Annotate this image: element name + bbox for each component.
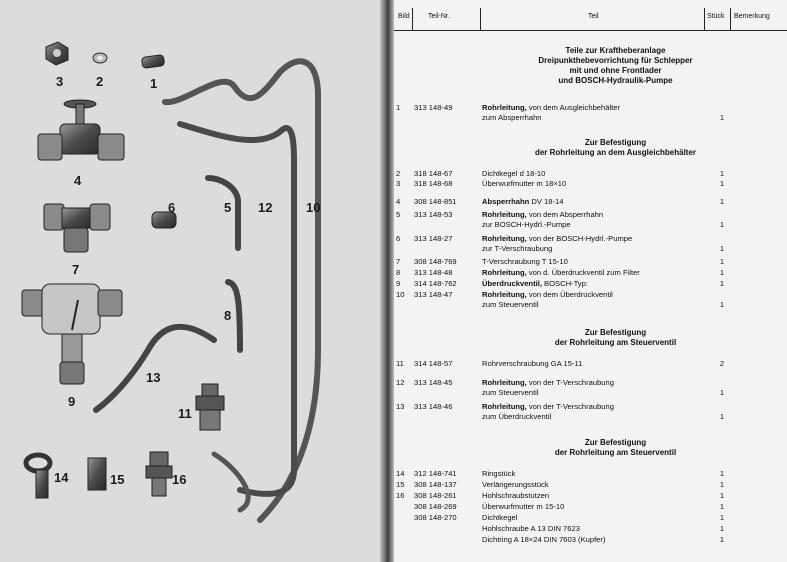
section-title-line: der Rohrleitung am Steuerventil — [554, 338, 677, 347]
row-description-bold: Rohrleitung, — [482, 290, 527, 299]
section-title-line: und BOSCH-Hydraulik-Pumpe — [558, 76, 673, 85]
row-bild: 8 — [396, 268, 401, 277]
table-row — [394, 402, 787, 412]
row-description: Überwurfmutter m 15-10 — [482, 502, 565, 511]
part-2-cone — [93, 53, 107, 63]
row-quantity: 1 — [719, 220, 725, 229]
section-title-steuerventil — [444, 328, 787, 348]
row-description-bold: Rohrleitung, — [482, 268, 527, 277]
row-quantity: 1 — [719, 244, 725, 253]
row-quantity: 1 — [719, 179, 725, 188]
row-part-number: 314 148-57 — [414, 359, 453, 368]
row-description-bold: Rohrleitung, — [482, 103, 527, 112]
figure-label-9: 9 — [68, 394, 76, 409]
row-part-number: 313 148-48 — [414, 268, 453, 277]
figure-label-16: 16 — [172, 472, 187, 487]
row-continuation: zum Absperrhahn — [482, 113, 542, 122]
row-description — [482, 402, 732, 412]
row-description-rest: von dem Absperrhahn — [526, 210, 604, 219]
header-teil-nr: Teil-Nr. — [428, 13, 450, 20]
section-title-main — [444, 46, 787, 86]
row-description-rest: von dem Überdruckventil — [526, 290, 613, 299]
row-description-rest: DV 18-14 — [529, 197, 564, 206]
pipe-12b — [214, 454, 248, 510]
section-title-line: Zur Befestigung — [584, 138, 647, 147]
table-row — [394, 359, 787, 369]
table-row — [394, 197, 787, 207]
row-bild: 9 — [396, 279, 401, 288]
table-row — [394, 290, 787, 300]
row-description-bold: Rohrleitung, — [482, 234, 527, 243]
part-9-relief-valve — [22, 284, 122, 384]
section-title-line: Zur Befestigung — [584, 328, 647, 337]
row-description-rest: von d. Überdruckventil zum Filter — [526, 268, 640, 277]
column-divider — [412, 8, 413, 30]
section-title-steuerventil-2 — [444, 438, 787, 458]
row-description-rest: BOSCH-Typ: — [541, 279, 588, 288]
row-bild: 12 — [396, 378, 405, 387]
row-bild: 13 — [396, 402, 405, 411]
row-description-rest: von der T-Verschraubung — [526, 402, 614, 411]
row-bild: 6 — [396, 234, 401, 243]
figure-label-6: 6 — [168, 200, 176, 215]
figure-label-12: 12 — [258, 200, 273, 215]
row-part-number: 318 148-67 — [414, 169, 453, 178]
row-bild: 4 — [396, 197, 401, 206]
row-continuation: zum Steuerventil — [482, 388, 539, 397]
row-description-bold: Rohrleitung, — [482, 210, 527, 219]
row-quantity: 1 — [719, 257, 725, 266]
row-description-bold: Überdruckventil, — [482, 279, 542, 288]
parts-illustration-page — [0, 0, 380, 562]
row-quantity: 1 — [719, 388, 725, 397]
row-continuation: zur BOSCH-Hydrl.-Pumpe — [482, 220, 571, 229]
figure-label-8: 8 — [224, 308, 232, 323]
row-description: Überwurfmutter m 18×10 — [482, 179, 567, 188]
section-title-line: mit und ohne Frontlader — [569, 66, 662, 75]
row-description-bold: Absperrhahn — [482, 197, 530, 206]
figure-label-1: 1 — [150, 76, 158, 91]
row-description-bold: Rohrleitung, — [482, 402, 527, 411]
figure-label-2: 2 — [96, 74, 104, 89]
figure-label-10: 10 — [306, 200, 321, 215]
row-description — [482, 290, 732, 300]
figure-label-11: 11 — [178, 406, 192, 421]
header-bemerkung: Bemerkung — [734, 13, 770, 20]
header-teil: Teil — [588, 13, 599, 20]
row-description: Hohlschraubstutzen — [482, 491, 550, 500]
section-title-line: der Rohrleitung am Steuerventil — [554, 448, 677, 457]
figure-label-14: 14 — [54, 470, 69, 485]
row-bild: 15 — [396, 480, 405, 489]
row-part-number: 308 148-261 — [414, 491, 457, 500]
pipe-5 — [208, 178, 238, 248]
row-bild: 16 — [396, 491, 405, 500]
table-row — [394, 103, 787, 113]
row-part-number: 313 148-47 — [414, 290, 453, 299]
row-quantity: 1 — [719, 412, 725, 421]
row-quantity: 2 — [719, 359, 725, 368]
row-description: Rohrverschraubung GA 15-11 — [482, 359, 583, 368]
row-description: Ringstück — [482, 469, 516, 478]
row-part-number: 308 148-270 — [414, 513, 457, 522]
parts-list-page — [394, 0, 787, 562]
table-header — [394, 8, 787, 31]
part-14-ring-piece — [26, 455, 50, 498]
figure-label-15: 15 — [110, 472, 125, 487]
row-quantity: 1 — [719, 524, 725, 533]
row-part-number: 313 148-49 — [414, 103, 453, 112]
column-divider — [704, 8, 705, 30]
row-bild: 5 — [396, 210, 401, 219]
row-description: T-Verschraubung T 15-10 — [482, 257, 568, 266]
section-title-line: Teile zur Kraftheberanlage — [565, 46, 666, 55]
part-16-hollow-bolt — [146, 452, 172, 496]
part-15-extension — [88, 458, 106, 490]
row-quantity: 1 — [719, 268, 725, 277]
row-continuation: zum Überdruckventil — [482, 412, 552, 421]
row-description: Dichtkegel d 18-10 — [482, 169, 546, 178]
row-description: Verlängerungsstück — [482, 480, 549, 489]
row-continuation: zur T-Verschraubung — [482, 244, 553, 253]
section-title-line: Zur Befestigung — [584, 438, 647, 447]
book-gutter — [380, 0, 394, 562]
row-description: Dichtring A 18×24 DIN 7603 (Kupfer) — [482, 535, 606, 544]
row-quantity: 1 — [719, 300, 725, 309]
row-part-number: 314 148-762 — [414, 279, 457, 288]
row-part-number: 313 148-45 — [414, 378, 453, 387]
row-description: Dichtkegel — [482, 513, 518, 522]
table-row — [394, 535, 787, 545]
section-title-line: der Rohrleitung an dem Ausgleichbehälter — [534, 148, 697, 157]
row-bild: 14 — [396, 469, 405, 478]
row-quantity: 1 — [719, 535, 725, 544]
row-quantity: 1 — [719, 469, 725, 478]
part-1-tube — [141, 55, 164, 69]
row-bild: 3 — [396, 179, 401, 188]
part-4-shutoff-valve — [38, 100, 124, 160]
part-7-t-fitting — [44, 204, 110, 252]
row-continuation: zum Steuerventil — [482, 300, 539, 309]
table-row — [394, 469, 787, 479]
row-description-bold: Rohrleitung, — [482, 378, 527, 387]
row-description — [482, 197, 732, 207]
header-stueck: Stück — [707, 13, 725, 20]
row-quantity: 1 — [719, 279, 725, 288]
row-description — [482, 268, 732, 278]
section-title-line: Dreipunkthebevorrichtung für Schlepper — [538, 56, 693, 65]
row-quantity: 1 — [719, 480, 725, 489]
row-quantity: 1 — [719, 513, 725, 522]
part-3-nut — [46, 42, 68, 65]
table-row — [394, 491, 787, 501]
row-description-rest: von der BOSCH-Hydrl.-Pumpe — [526, 234, 633, 243]
table-row — [394, 378, 787, 388]
table-row — [394, 179, 787, 189]
table-row — [394, 257, 787, 267]
row-part-number: 308 148-769 — [414, 257, 457, 266]
table-row — [394, 279, 787, 289]
row-part-number: 313 148-27 — [414, 234, 453, 243]
row-bild: 10 — [396, 290, 405, 299]
row-description: Hohlschraube A 13 DIN 7623 — [482, 524, 580, 533]
row-description — [482, 279, 732, 289]
row-quantity: 1 — [719, 491, 725, 500]
row-description — [482, 210, 732, 220]
table-row — [394, 169, 787, 179]
table-row — [394, 268, 787, 278]
table-row — [394, 480, 787, 490]
row-description — [482, 234, 732, 244]
row-part-number: 313 148-53 — [414, 210, 453, 219]
row-part-number: 312 148-741 — [414, 469, 457, 478]
row-quantity: 1 — [719, 197, 725, 206]
row-part-number: 313 148-46 — [414, 402, 453, 411]
header-bild: Bild — [398, 13, 410, 20]
column-divider — [480, 8, 481, 30]
row-part-number: 308 148-137 — [414, 480, 457, 489]
table-row — [394, 210, 787, 220]
row-quantity: 1 — [719, 169, 725, 178]
table-row — [394, 234, 787, 244]
row-bild: 11 — [396, 359, 404, 368]
section-title-befestigung — [444, 138, 787, 158]
row-description-rest: von dem Ausgleichbehälter — [526, 103, 621, 112]
part-11-pipe-fitting — [196, 384, 224, 430]
column-divider — [730, 8, 731, 30]
row-part-number: 308 148-269 — [414, 502, 457, 511]
table-row — [394, 513, 787, 523]
row-bild: 7 — [396, 257, 401, 266]
row-part-number: 308 148-851 — [414, 197, 457, 206]
row-quantity: 1 — [719, 502, 725, 511]
row-part-number: 318 148-68 — [414, 179, 453, 188]
figure-label-3: 3 — [56, 74, 64, 89]
row-description — [482, 378, 732, 388]
figure-label-7: 7 — [72, 262, 80, 277]
row-quantity: 1 — [719, 113, 725, 122]
row-description-rest: von der T-Verschraubung — [526, 378, 614, 387]
row-bild: 2 — [396, 169, 401, 178]
figure-label-5: 5 — [224, 200, 232, 215]
table-row — [394, 502, 787, 512]
figure-label-4: 4 — [74, 173, 82, 188]
table-row — [394, 524, 787, 534]
row-description — [482, 103, 732, 113]
row-bild: 1 — [396, 103, 401, 112]
figure-label-13: 13 — [146, 370, 161, 385]
